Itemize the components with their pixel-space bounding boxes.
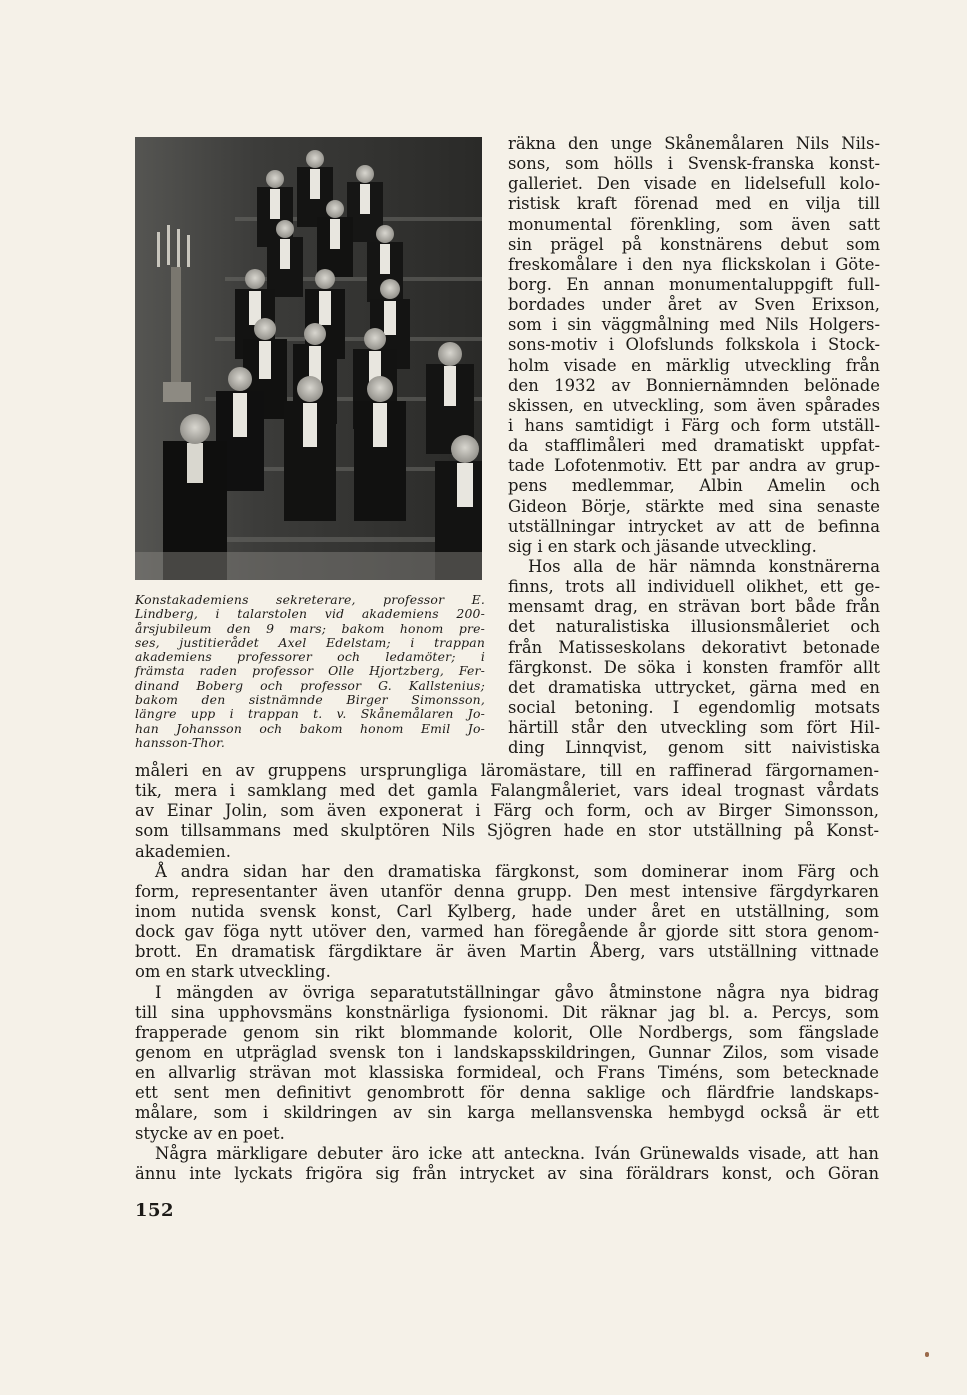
text-line: Å andra sidan har den dramatiska färgkonst, som dominerar inom Färg och [155, 861, 879, 881]
caption-line: främsta raden professor Olle Hjortzberg, Fer- [135, 663, 485, 679]
text-line: tade Lofotenmotiv. Ett par andra av grup- [508, 456, 880, 476]
text-line: da stafflimåleri med dramatiskt uppfat- [508, 436, 880, 456]
photo-illustration [135, 137, 482, 580]
text-line: räkna den unge Skånemålaren Nils Nils- [508, 134, 880, 153]
caption-line: han Johansson och bakom honom Emil Jo- [135, 720, 485, 736]
text-line: ding Linnqvist, genom sitt naivistiska [508, 738, 880, 758]
text-line: ännu inte lyckats frigöra sig från intrycket av sina föräldrars konst, och Göran [135, 1163, 879, 1183]
text-line: form, representanter även utanför denna grupp. Den mest intensive färgdyrkaren [135, 881, 879, 901]
text-line: sons, som hölls i Svensk-franska konst- [508, 154, 880, 174]
text-line: social betoning. I egendomlig motsats [508, 697, 880, 717]
text-line: till sina upphovsmäns konstnärliga fysionomi. Dit räknar jag bl. a. Percys, som [135, 1002, 879, 1022]
text-line: brott. En dramatisk färgdiktare är även Martin Åberg, vars utställning vittnade [135, 942, 879, 962]
text-line: en allvarlig strävan mot klassiska formideal, och Frans Timéns, som betecknade [135, 1063, 879, 1083]
caption-line: akademiens professorer och ledamöter; i [135, 649, 485, 665]
caption-line: Konstakademiens sekreterare, professor E. [135, 592, 485, 607]
text-line: akademien. [135, 841, 231, 861]
text-line: färgkonst. De söka i konsten framför allt [508, 657, 880, 677]
text-line: freskomålare i den nya flickskolan i Göte- [508, 254, 880, 274]
photo-caption [135, 593, 485, 750]
text-line: den 1932 av Bonniernämnden belönade [508, 375, 880, 395]
text-line: från Matisseskolans dekorativt betonade [508, 637, 880, 657]
caption-line: dinand Boberg och professor G. Kallstenius; [135, 677, 485, 693]
text-line: av Einar Jolin, som även exponerat i Färg och form, och av Birger Simonsson, [135, 801, 879, 821]
caption-line: hansson-Thor. [135, 734, 226, 750]
text-line: det naturalistiska illusionsmåleriet och [508, 617, 880, 637]
text-line: galleriet. Den visade en lidelsefull kolo- [508, 174, 880, 194]
text-line: genom en utpräglad svensk ton i landskapsskildringen, Gunnar Zilos, som visade [135, 1042, 879, 1062]
text-line: som i sin väggmålning med Nils Holgers- [508, 315, 880, 335]
text-line: Hos alla de här nämnda konstnärerna [528, 556, 880, 576]
caption-line: ses, justitierådet Axel Edelstam; i trappan [135, 634, 485, 650]
text-line: frapperade genom sin rikt blommande kolorit, Olle Nordbergs, som fängslade [135, 1022, 879, 1042]
right-column-text [508, 134, 880, 758]
text-line: pens medlemmar, Albin Amelin och [508, 476, 880, 496]
text-line: det dramatiska uttrycket, gärna med en [508, 677, 880, 697]
group-photo-image [135, 137, 482, 580]
text-line: holm visade en märklig utveckling från [508, 355, 880, 375]
text-line: monumental förenkling, som även satt [508, 214, 880, 234]
text-line: sons-motiv i Olofslunds folkskola i Stock- [508, 335, 880, 355]
text-line: sin prägel på konstnärens debut som [508, 234, 880, 254]
text-line: mensamt drag, en strävan bort både från [508, 597, 880, 617]
text-line: om en stark utveckling. [135, 962, 331, 982]
text-line: ett sent men definitivt genombrott för denna saklige och flärdfrie landskaps- [135, 1083, 879, 1103]
text-line: sig i en stark och jäsande utveckling. [508, 536, 817, 556]
text-line: stycke av en poet. [135, 1123, 285, 1143]
text-line: utställningar intrycket av att de befinna [508, 516, 880, 536]
caption-line: bakom den sistnämnde Birger Simonsson, [135, 692, 485, 708]
text-line: borg. En annan monumentaluppgift full- [508, 274, 880, 294]
text-line: härtill står den utveckling som fört Hil- [508, 718, 880, 738]
caption-line: Lindberg, i talarstolen vid akademiens 200- [135, 606, 485, 622]
ink-dot [925, 1352, 929, 1357]
page-number: 152 [135, 1200, 175, 1221]
text-line: I mängden av övriga separatutställningar gåvo åtminstone några nya bidrag [155, 982, 879, 1002]
caption-line: längre upp i trappan t. v. Skånemålaren Jo- [135, 706, 485, 722]
text-line: i hans samtidigt i Färg och form utställ- [508, 415, 880, 435]
text-line: bordades under året av Sven Erixson, [508, 295, 880, 315]
text-line: inom nutida svensk konst, Carl Kylberg, hade under året en utställning, som [135, 901, 879, 921]
text-line: skissen, en utveckling, som även spårades [508, 395, 880, 415]
text-line: måleri en av gruppens ursprungliga läromästare, till en raffinerad färgornamen- [135, 761, 879, 780]
text-line: tik, mera i samklang med det gamla Falangmåleriet, vars ideal trognast vårdats [135, 781, 879, 801]
full-width-text [135, 761, 879, 1184]
text-line: finns, trots all individuell olikhet, ett ge- [508, 577, 880, 597]
text-line: Några märkligare debuter äro icke att anteckna. Iván Grünewalds visade, att han [155, 1143, 879, 1163]
text-line: dock gav föga nytt utöver den, varmed han föregående år gjorde sitt stora genom- [135, 922, 879, 942]
text-line: ristisk kraft förenad med en vilja till [508, 194, 880, 214]
caption-line: årsjubileum den 9 mars; bakom honom pre- [135, 620, 485, 636]
text-line: målare, som i skildringen av sin karga mellansvenska hembygd också är ett [135, 1103, 879, 1123]
text-line: Gideon Börje, stärkte med sina senaste [508, 496, 880, 516]
text-line: som tillsammans med skulptören Nils Sjögren hade en stor utställning på Konst- [135, 821, 879, 841]
